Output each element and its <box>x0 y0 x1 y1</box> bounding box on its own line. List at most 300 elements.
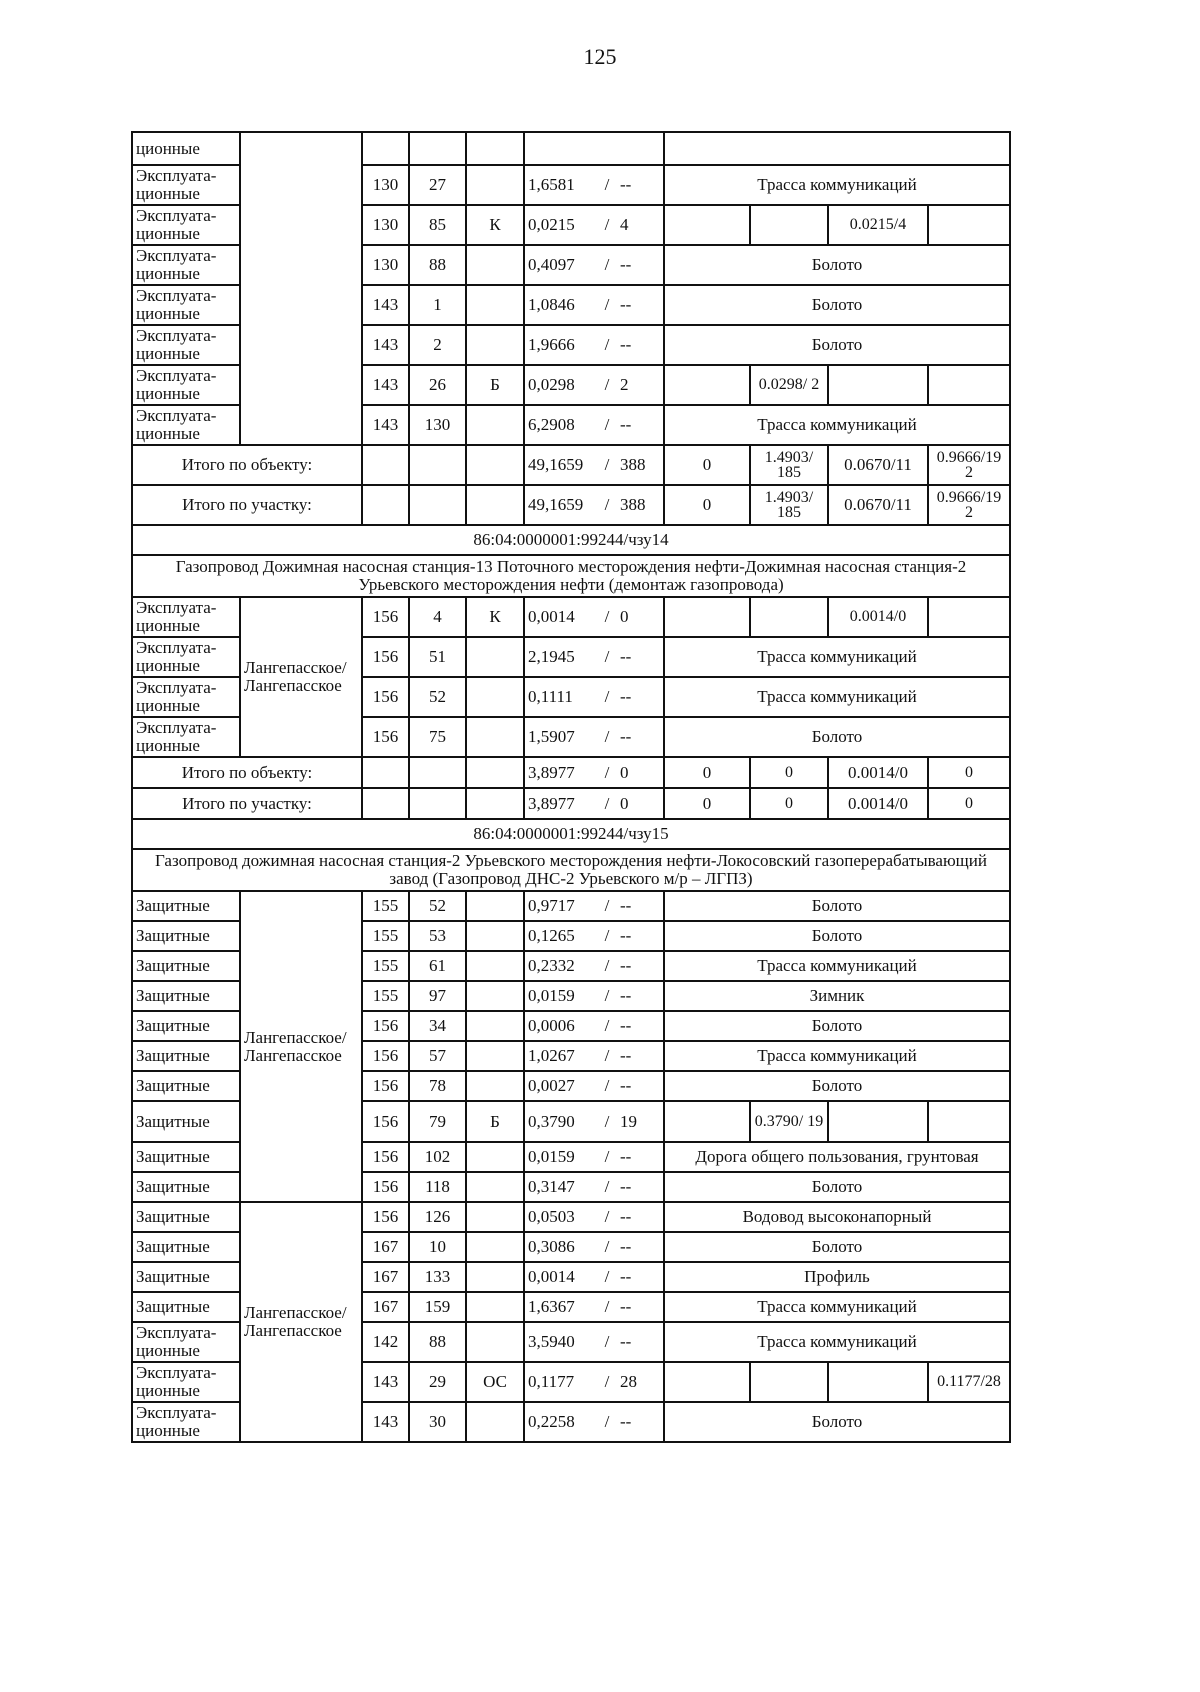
area-cell <box>524 951 664 981</box>
category-cell: Защитные <box>132 1011 240 1041</box>
land-use-note: Дорога общего пользования, грунтовая <box>664 1142 1010 1172</box>
mark-cell <box>466 637 524 677</box>
area-cell <box>524 285 664 325</box>
category-cell: Эксплуата-ционные <box>132 637 240 677</box>
category-cell: Эксплуата-ционные <box>132 325 240 365</box>
plot-cell: 4 <box>409 597 466 637</box>
quarter-cell: 143 <box>362 405 409 445</box>
area-value: 0,1177 <box>528 1372 575 1392</box>
category-cell: Эксплуата-ционные <box>132 405 240 445</box>
value-v1 <box>664 1101 750 1142</box>
area-value: 0,0027 <box>528 1076 575 1096</box>
value-v2: 0.3790/ 19 <box>750 1101 828 1142</box>
quarter-cell: 155 <box>362 921 409 951</box>
land-use-note: Болото <box>664 1232 1010 1262</box>
quarter-cell: 130 <box>362 165 409 205</box>
slash-separator: / <box>604 1332 610 1352</box>
plot-cell: 1 <box>409 285 466 325</box>
tree-count-value: -- <box>620 1267 632 1287</box>
area-value: 1,0267 <box>528 1046 575 1066</box>
category-cell: Защитные <box>132 1101 240 1142</box>
total-row <box>132 788 1010 819</box>
total-label: Итого по участку: <box>132 485 362 525</box>
quarter-cell: 156 <box>362 1011 409 1041</box>
table-cell <box>362 788 409 819</box>
mark-cell <box>466 1262 524 1292</box>
area-cell <box>524 637 664 677</box>
tree-count-value: -- <box>620 687 632 707</box>
mark-cell <box>466 1041 524 1071</box>
category-cell: Защитные <box>132 1142 240 1172</box>
mark-cell <box>466 951 524 981</box>
category-cell: Защитные <box>132 1172 240 1202</box>
category-cell: Защитные <box>132 1232 240 1262</box>
value-v1 <box>664 365 750 405</box>
area-value: 0,0503 <box>528 1207 575 1227</box>
slash-separator: / <box>604 1237 610 1257</box>
category-cell: Защитные <box>132 1262 240 1292</box>
land-use-note: Болото <box>664 1402 1010 1442</box>
slash-separator: / <box>604 175 610 195</box>
plot-cell: 126 <box>409 1202 466 1232</box>
tree-count-value: -- <box>620 1332 632 1352</box>
object-code-row <box>132 525 1010 555</box>
plot-cell: 53 <box>409 921 466 951</box>
area-cell <box>524 788 664 819</box>
area-value: 0,0159 <box>528 1147 575 1167</box>
object-title: Газопровод дожимная насосная станция-2 Урьевского месторождения нефти-Локосовский газоперерабатывающий завод (Газопровод ДНС-2 Урьевского м/р – ЛГПЗ) <box>132 849 1010 891</box>
tree-count-value: -- <box>620 647 632 667</box>
tree-count-value: -- <box>620 986 632 1006</box>
total-label: Итого по объекту: <box>132 757 362 788</box>
mark-cell <box>466 891 524 921</box>
area-cell <box>524 1402 664 1442</box>
category-cell: ционные <box>132 132 240 165</box>
plot-cell: 57 <box>409 1041 466 1071</box>
slash-separator: / <box>604 1147 610 1167</box>
mark-cell <box>466 921 524 951</box>
quarter-cell: 143 <box>362 325 409 365</box>
total-row <box>132 445 1010 485</box>
tree-count-value: -- <box>620 175 632 195</box>
category-cell: Защитные <box>132 921 240 951</box>
value-v4 <box>928 597 1010 637</box>
value-v1 <box>664 205 750 245</box>
area-cell <box>524 1172 664 1202</box>
slash-separator: / <box>604 255 610 275</box>
object-title: Газопровод Дожимная насосная станция-13 Поточного месторождения нефти-Дожимная насосная станция-2 Урьевского месторождения нефти (демонтаж газопровода) <box>132 555 1010 597</box>
tree-count-value: -- <box>620 1297 632 1317</box>
slash-separator: / <box>604 687 610 707</box>
tree-count-value: -- <box>620 896 632 916</box>
area-cell <box>524 365 664 405</box>
area-cell <box>524 1232 664 1262</box>
table-row <box>132 891 1010 921</box>
forestry-cell <box>240 132 362 445</box>
total-v4: 0 <box>928 788 1010 819</box>
area-cell <box>524 891 664 921</box>
land-use-note: Болото <box>664 717 1010 757</box>
land-use-note: Трасса коммуникаций <box>664 405 1010 445</box>
mark-cell <box>466 165 524 205</box>
category-cell: Эксплуата-ционные <box>132 717 240 757</box>
area-cell <box>524 1071 664 1101</box>
land-use-note: Трасса коммуникаций <box>664 637 1010 677</box>
plot-cell: 79 <box>409 1101 466 1142</box>
quarter-cell: 156 <box>362 1142 409 1172</box>
value-v3 <box>828 1362 928 1402</box>
table-cell <box>409 788 466 819</box>
area-cell <box>524 1262 664 1292</box>
area-cell <box>524 1322 664 1362</box>
tree-count-value: 0 <box>620 793 629 813</box>
plot-cell: 27 <box>409 165 466 205</box>
table-cell <box>524 132 664 165</box>
category-cell: Эксплуата-ционные <box>132 1362 240 1402</box>
mark-cell <box>466 285 524 325</box>
plot-cell: 2 <box>409 325 466 365</box>
plot-cell: 97 <box>409 981 466 1011</box>
area-value: 0,0014 <box>528 1267 575 1287</box>
area-value: 0,2258 <box>528 1412 575 1432</box>
table-cell <box>664 132 1010 165</box>
category-cell: Эксплуата-ционные <box>132 1322 240 1362</box>
area-cell <box>524 677 664 717</box>
total-v1: 0 <box>664 757 750 788</box>
mark-cell <box>466 405 524 445</box>
slash-separator: / <box>604 295 610 315</box>
tree-count-value: -- <box>620 415 632 435</box>
land-use-note: Болото <box>664 921 1010 951</box>
slash-separator: / <box>604 986 610 1006</box>
area-value: 0,0006 <box>528 1016 575 1036</box>
area-cell <box>524 717 664 757</box>
mark-cell <box>466 1232 524 1262</box>
land-use-note: Болото <box>664 245 1010 285</box>
tree-count-value: 28 <box>620 1372 637 1392</box>
table-body <box>132 132 1010 1442</box>
slash-separator: / <box>604 1297 610 1317</box>
area-cell <box>524 597 664 637</box>
slash-separator: / <box>604 1177 610 1197</box>
quarter-cell: 156 <box>362 597 409 637</box>
plot-cell: 118 <box>409 1172 466 1202</box>
slash-separator: / <box>604 415 610 435</box>
area-value: 1,9666 <box>528 335 575 355</box>
tree-count-value: 0 <box>620 607 629 627</box>
area-value: 0,9717 <box>528 896 575 916</box>
slash-separator: / <box>604 762 610 782</box>
category-cell: Эксплуата-ционные <box>132 205 240 245</box>
slash-separator: / <box>604 793 610 813</box>
area-value: 0,0159 <box>528 986 575 1006</box>
category-cell: Защитные <box>132 891 240 921</box>
tree-count-value: 19 <box>620 1111 637 1131</box>
object-code-row <box>132 819 1010 849</box>
plot-cell: 10 <box>409 1232 466 1262</box>
area-value: 3,8977 <box>528 762 575 782</box>
total-v3: 0.0014/0 <box>828 788 928 819</box>
plot-cell: 159 <box>409 1292 466 1322</box>
table-row <box>132 597 1010 637</box>
category-cell: Эксплуата-ционные <box>132 245 240 285</box>
area-value: 0,1111 <box>528 687 573 707</box>
value-v1 <box>664 1362 750 1402</box>
area-value: 49,1659 <box>528 455 584 475</box>
area-cell <box>524 205 664 245</box>
quarter-cell: 143 <box>362 1362 409 1402</box>
tree-count-value: -- <box>620 335 632 355</box>
quarter-cell: 167 <box>362 1232 409 1262</box>
total-v1: 0 <box>664 445 750 485</box>
land-use-note: Профиль <box>664 1262 1010 1292</box>
table-row <box>132 132 1010 165</box>
forestry-cell: Лангепасское/ Лангепасское <box>240 1202 362 1442</box>
mark-cell: Б <box>466 1101 524 1142</box>
slash-separator: / <box>604 896 610 916</box>
category-cell: Защитные <box>132 1071 240 1101</box>
quarter-cell: 156 <box>362 717 409 757</box>
table-cell <box>362 445 409 485</box>
plot-cell: 52 <box>409 891 466 921</box>
tree-count-value: -- <box>620 956 632 976</box>
category-cell: Эксплуата-ционные <box>132 285 240 325</box>
total-row <box>132 757 1010 788</box>
mark-cell <box>466 717 524 757</box>
plot-cell: 75 <box>409 717 466 757</box>
area-value: 1,6367 <box>528 1297 575 1317</box>
value-v3: 0.0014/0 <box>828 597 928 637</box>
area-cell <box>524 1292 664 1322</box>
category-cell: Эксплуата-ционные <box>132 165 240 205</box>
land-use-note: Болото <box>664 1011 1010 1041</box>
area-value: 49,1659 <box>528 495 584 515</box>
land-use-note: Болото <box>664 1071 1010 1101</box>
land-use-note: Трасса коммуникаций <box>664 951 1010 981</box>
value-v4 <box>928 365 1010 405</box>
area-cell <box>524 1142 664 1172</box>
area-cell <box>524 1362 664 1402</box>
area-value: 0,3086 <box>528 1237 575 1257</box>
value-v2: 0.0298/ 2 <box>750 365 828 405</box>
mark-cell <box>466 1202 524 1232</box>
total-row <box>132 485 1010 525</box>
plot-cell: 102 <box>409 1142 466 1172</box>
slash-separator: / <box>604 495 610 515</box>
table-cell <box>466 757 524 788</box>
value-v2 <box>750 1362 828 1402</box>
area-value: 1,6581 <box>528 175 575 195</box>
object-title-row <box>132 555 1010 597</box>
tree-count-value: 388 <box>620 495 646 515</box>
area-value: 1,5907 <box>528 727 575 747</box>
total-v1: 0 <box>664 485 750 525</box>
tree-count-value: -- <box>620 1147 632 1167</box>
area-value: 3,8977 <box>528 793 575 813</box>
quarter-cell: 143 <box>362 365 409 405</box>
quarter-cell: 130 <box>362 205 409 245</box>
table-cell <box>409 757 466 788</box>
total-v3: 0.0670/11 <box>828 445 928 485</box>
area-cell <box>524 405 664 445</box>
total-v3: 0.0670/11 <box>828 485 928 525</box>
area-value: 0,3147 <box>528 1177 575 1197</box>
area-cell <box>524 245 664 285</box>
table-cell <box>362 132 409 165</box>
mark-cell <box>466 245 524 285</box>
mark-cell <box>466 677 524 717</box>
tree-count-value: -- <box>620 1016 632 1036</box>
total-v4: 0.9666/19 2 <box>928 445 1010 485</box>
table-cell <box>466 445 524 485</box>
tree-count-value: -- <box>620 1046 632 1066</box>
mark-cell <box>466 325 524 365</box>
area-value: 0,2332 <box>528 956 575 976</box>
area-cell <box>524 1041 664 1071</box>
plot-cell: 26 <box>409 365 466 405</box>
area-value: 0,0298 <box>528 375 575 395</box>
slash-separator: / <box>604 1207 610 1227</box>
total-v2: 1.4903/ 185 <box>750 485 828 525</box>
value-v3 <box>828 365 928 405</box>
category-cell: Эксплуата-ционные <box>132 597 240 637</box>
slash-separator: / <box>604 335 610 355</box>
tree-count-value: -- <box>620 255 632 275</box>
area-value: 6,2908 <box>528 415 575 435</box>
total-v4: 0 <box>928 757 1010 788</box>
page-number: 125 <box>583 44 617 69</box>
table-cell <box>466 485 524 525</box>
value-v4: 0.1177/28 <box>928 1362 1010 1402</box>
plot-cell: 133 <box>409 1262 466 1292</box>
area-value: 0,1265 <box>528 926 575 946</box>
object-title-row <box>132 849 1010 891</box>
quarter-cell: 130 <box>362 245 409 285</box>
category-cell: Защитные <box>132 1041 240 1071</box>
quarter-cell: 167 <box>362 1262 409 1292</box>
value-v4 <box>928 1101 1010 1142</box>
tree-count-value: -- <box>620 295 632 315</box>
tree-count-value: -- <box>620 1412 632 1432</box>
land-use-note: Болото <box>664 285 1010 325</box>
total-label: Итого по объекту: <box>132 445 362 485</box>
plot-cell: 88 <box>409 245 466 285</box>
total-v2: 0 <box>750 757 828 788</box>
table-cell <box>466 132 524 165</box>
table-cell <box>362 485 409 525</box>
land-use-note: Водовод высоконапорный <box>664 1202 1010 1232</box>
total-v1: 0 <box>664 788 750 819</box>
category-cell: Эксплуата-ционные <box>132 1402 240 1442</box>
total-label: Итого по участку: <box>132 788 362 819</box>
quarter-cell: 156 <box>362 1172 409 1202</box>
mark-cell <box>466 1292 524 1322</box>
forest-plots-table <box>131 131 1011 1443</box>
category-cell: Эксплуата-ционные <box>132 365 240 405</box>
table-cell <box>409 485 466 525</box>
tree-count-value: -- <box>620 926 632 946</box>
table-row <box>132 1202 1010 1232</box>
slash-separator: / <box>604 647 610 667</box>
category-cell: Защитные <box>132 981 240 1011</box>
mark-cell <box>466 981 524 1011</box>
land-use-note: Трасса коммуникаций <box>664 1322 1010 1362</box>
mark-cell <box>466 1071 524 1101</box>
mark-cell: К <box>466 597 524 637</box>
total-v2: 1.4903/ 185 <box>750 445 828 485</box>
total-v3: 0.0014/0 <box>828 757 928 788</box>
slash-separator: / <box>604 607 610 627</box>
tree-count-value: -- <box>620 1207 632 1227</box>
area-cell <box>524 1202 664 1232</box>
slash-separator: / <box>604 1076 610 1096</box>
value-v2 <box>750 597 828 637</box>
mark-cell <box>466 1142 524 1172</box>
land-use-note: Болото <box>664 1172 1010 1202</box>
area-value: 0,0014 <box>528 607 575 627</box>
plot-cell: 130 <box>409 405 466 445</box>
land-use-note: Болото <box>664 891 1010 921</box>
land-use-note: Трасса коммуникаций <box>664 1292 1010 1322</box>
land-use-note: Трасса коммуникаций <box>664 165 1010 205</box>
land-use-note: Болото <box>664 325 1010 365</box>
area-value: 0,3790 <box>528 1111 575 1131</box>
slash-separator: / <box>604 1016 610 1036</box>
plot-cell: 52 <box>409 677 466 717</box>
slash-separator: / <box>604 956 610 976</box>
mark-cell <box>466 1402 524 1442</box>
area-cell <box>524 757 664 788</box>
tree-count-value: -- <box>620 727 632 747</box>
mark-cell <box>466 1011 524 1041</box>
area-cell <box>524 921 664 951</box>
value-v2 <box>750 205 828 245</box>
table-cell <box>409 132 466 165</box>
tree-count-value: 0 <box>620 762 629 782</box>
slash-separator: / <box>604 1111 610 1131</box>
object-code: 86:04:0000001:99244/чзу14 <box>132 525 1010 555</box>
slash-separator: / <box>604 375 610 395</box>
value-v4 <box>928 205 1010 245</box>
slash-separator: / <box>604 727 610 747</box>
quarter-cell: 156 <box>362 1041 409 1071</box>
slash-separator: / <box>604 1372 610 1392</box>
plot-cell: 51 <box>409 637 466 677</box>
plot-cell: 29 <box>409 1362 466 1402</box>
area-value: 0,4097 <box>528 255 575 275</box>
tree-count-value: 2 <box>620 375 629 395</box>
quarter-cell: 155 <box>362 951 409 981</box>
mark-cell <box>466 1322 524 1362</box>
area-cell <box>524 165 664 205</box>
area-cell <box>524 1011 664 1041</box>
quarter-cell: 143 <box>362 285 409 325</box>
forestry-cell: Лангепасское/ Лангепасское <box>240 891 362 1202</box>
area-cell <box>524 485 664 525</box>
area-cell <box>524 325 664 365</box>
mark-cell: Б <box>466 365 524 405</box>
tree-count-value: -- <box>620 1177 632 1197</box>
quarter-cell: 167 <box>362 1292 409 1322</box>
value-v3: 0.0215/4 <box>828 205 928 245</box>
area-value: 3,5940 <box>528 1332 575 1352</box>
forestry-cell: Лангепасское/ Лангепасское <box>240 597 362 757</box>
slash-separator: / <box>604 1046 610 1066</box>
mark-cell: К <box>466 205 524 245</box>
plot-cell: 34 <box>409 1011 466 1041</box>
plot-cell: 30 <box>409 1402 466 1442</box>
area-value: 2,1945 <box>528 647 575 667</box>
